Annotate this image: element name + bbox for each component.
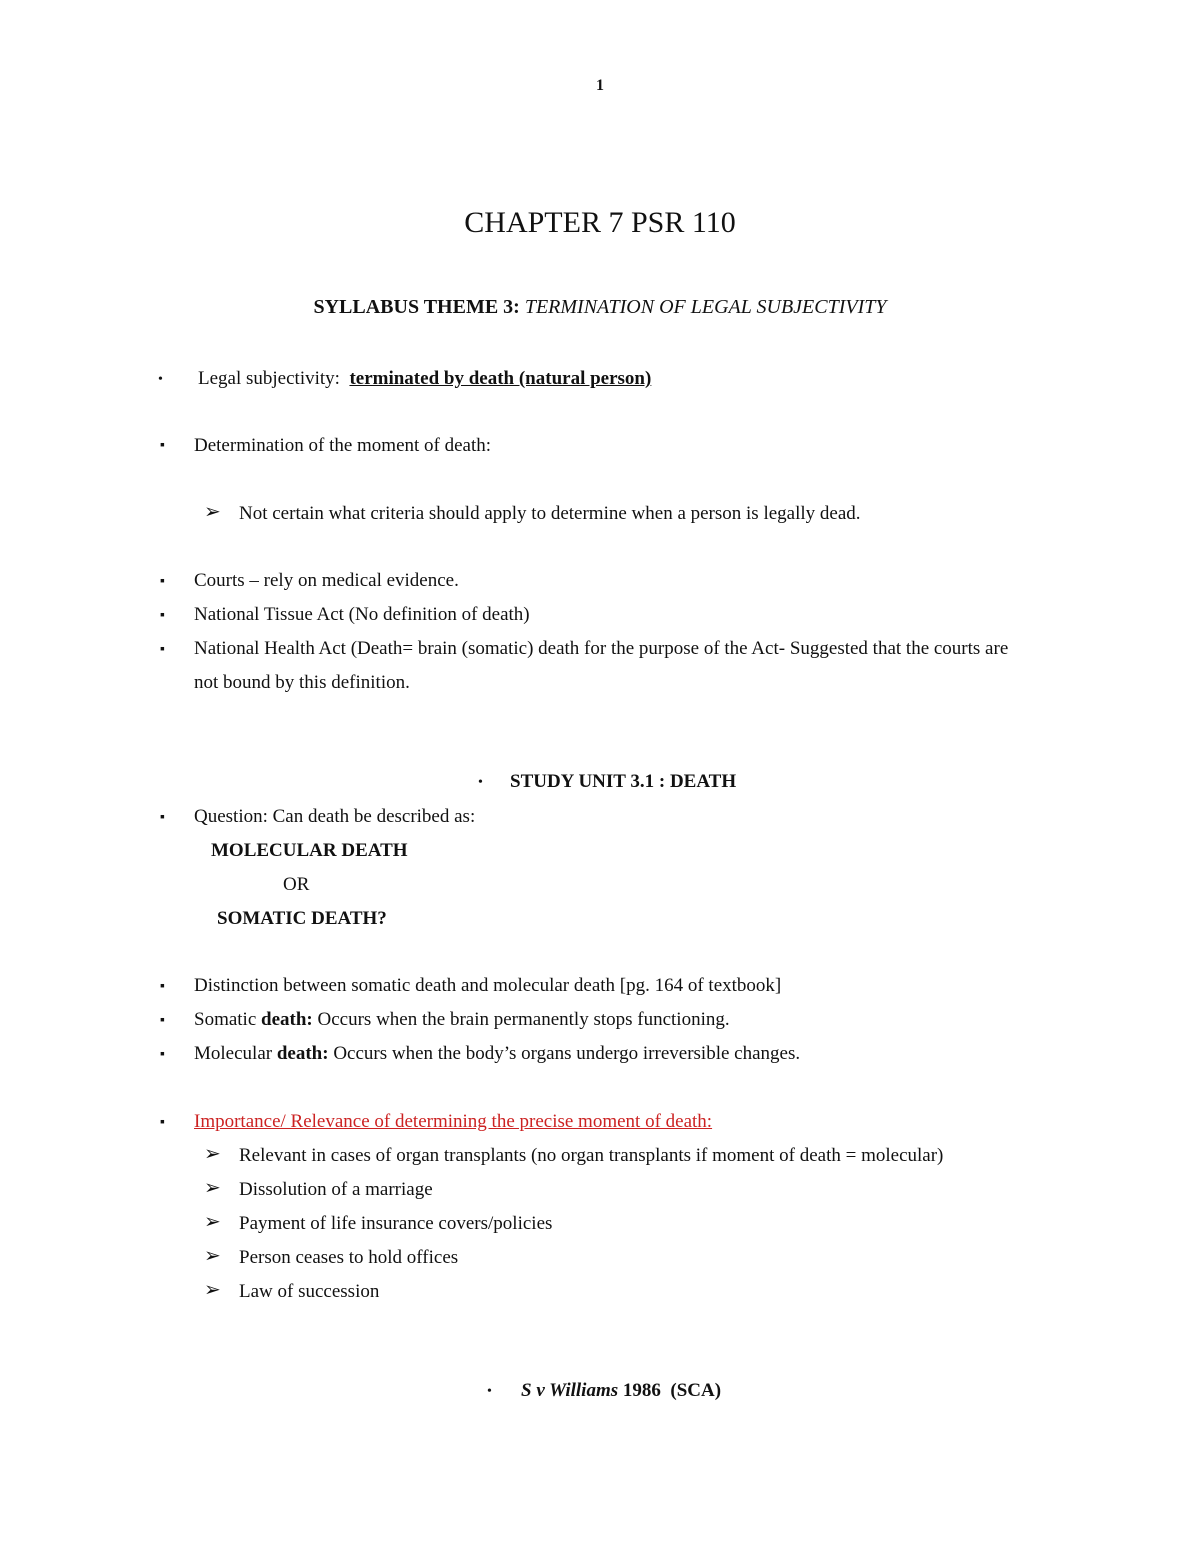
importance-item: Dissolution of a marriage [239, 1179, 433, 1200]
page-number: 1 [596, 77, 604, 94]
study-unit-heading: STUDY UNIT 3.1 : DEATH [510, 771, 737, 792]
health-act-continuation: not bound by this definition. [194, 672, 410, 693]
bullet-molecular: ▪ [160, 1047, 165, 1062]
health-act-item: National Health Act (Death= brain (somatic) death for the purpose of the Act- Suggested that the courts are [194, 638, 1009, 659]
importance-item: Relevant in cases of organ transplants (no organ transplants if moment of death = molecular) [239, 1145, 944, 1166]
somatic-prefix: Somatic [194, 1009, 257, 1030]
legal-subjectivity-label: Legal subjectivity: [198, 368, 340, 389]
bullet-somatic: ▪ [160, 1013, 165, 1028]
bullet-health-act: ▪ [160, 642, 165, 657]
arrow-icon: ➢ [204, 501, 221, 523]
determination-sub: Not certain what criteria should apply to determine when a person is legally dead. [239, 503, 861, 524]
bullet-distinction: ▪ [160, 979, 165, 994]
option-molecular-death: MOLECULAR DEATH [211, 840, 408, 861]
somatic-bold: death: [261, 1009, 313, 1030]
legal-subjectivity-value: terminated by death (natural person) [349, 368, 652, 389]
bullet-case: • [487, 1384, 492, 1399]
molecular-definition [194, 1044, 800, 1063]
somatic-definition [194, 1010, 730, 1029]
legal-subjectivity-line [198, 369, 651, 388]
somatic-text: Occurs when the brain permanently stops functioning. [317, 1009, 730, 1030]
or-text: OR [283, 874, 310, 895]
case-citation [521, 1381, 721, 1400]
molecular-bold: death: [276, 1043, 329, 1064]
syllabus-label: SYLLABUS THEME 3: [313, 296, 520, 318]
importance-item: Payment of life insurance covers/policies [239, 1213, 553, 1234]
arrow-icon: ➢ [204, 1245, 221, 1267]
courts-item: Courts – rely on medical evidence. [194, 570, 459, 591]
bullet-tissue-act: ▪ [160, 608, 165, 623]
chapter-title: CHAPTER 7 PSR 110 [464, 206, 736, 239]
importance-item: Law of succession [239, 1281, 380, 1302]
importance-heading: Importance/ Relevance of determining the precise moment of death: [194, 1111, 713, 1132]
bullet-courts: ▪ [160, 574, 165, 589]
importance-item: Person ceases to hold offices [239, 1247, 459, 1268]
bullet-study-unit: • [478, 775, 483, 790]
arrow-icon: ➢ [204, 1211, 221, 1233]
syllabus-theme: TERMINATION OF LEGAL SUBJECTIVITY [524, 296, 887, 318]
option-somatic-death: SOMATIC DEATH? [217, 908, 387, 929]
syllabus-heading [0, 297, 1200, 317]
bullet-legal-subjectivity: • [158, 372, 163, 387]
bullet-importance: ▪ [160, 1115, 165, 1130]
case-court: (SCA) [670, 1380, 722, 1401]
case-name: S v Williams [521, 1380, 619, 1401]
molecular-prefix: Molecular [194, 1043, 273, 1064]
bullet-question: ▪ [160, 810, 165, 825]
question-text: Question: Can death be described as: [194, 806, 476, 827]
molecular-text: Occurs when the body’s organs undergo irreversible changes. [333, 1043, 801, 1064]
case-year: 1986 [622, 1380, 661, 1401]
arrow-icon: ➢ [204, 1279, 221, 1301]
determination-text: Determination of the moment of death: [194, 435, 492, 456]
distinction-text: Distinction between somatic death and molecular death [pg. 164 of textbook] [194, 975, 782, 996]
arrow-icon: ➢ [204, 1143, 221, 1165]
bullet-determination: ▪ [160, 438, 165, 453]
tissue-act-item: National Tissue Act (No definition of death) [194, 604, 530, 625]
arrow-icon: ➢ [204, 1177, 221, 1199]
